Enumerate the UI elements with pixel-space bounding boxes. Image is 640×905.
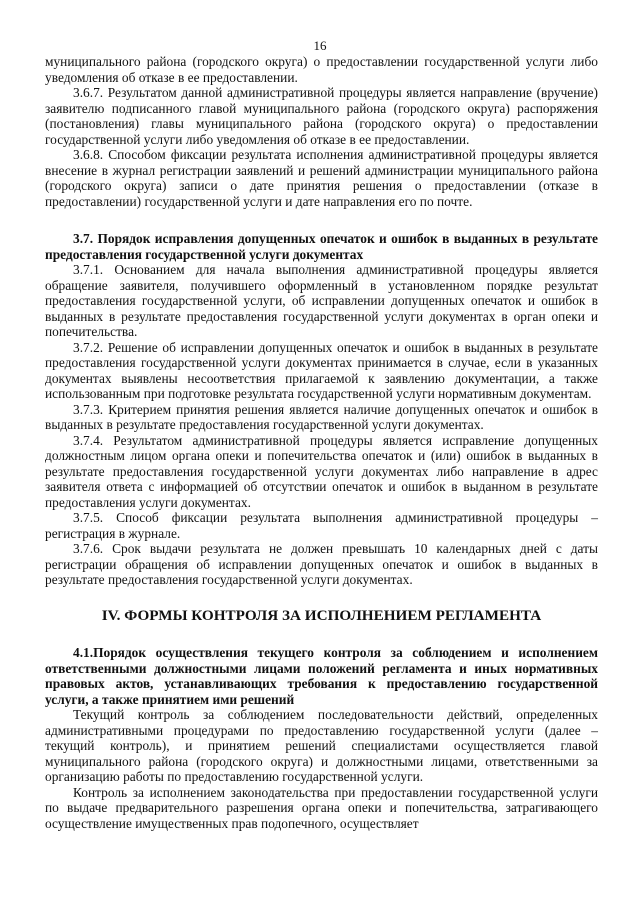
subsection-heading-4-1: 4.1.Порядок осуществления текущего контроля за соблюдением и исполнением ответственными должностными лицами положений регламента и иных нормативных правовых актов, устанавливающих требования к предоставлению государственной услуги, а также принятием ими решений bbox=[45, 645, 598, 707]
page-number: 16 bbox=[313, 38, 327, 53]
paragraph: 3.7.1. Основанием для начала выполнения административной процедуры является обращение заявителя, получившего оформленный в установленном порядке результат предоставления государственной услуги, об исправлении допущенных опечаток и ошибок в выданных в результате предоставления государственной услуги документах в орган опеки и попечительства. bbox=[45, 262, 598, 339]
paragraph: 3.7.2. Решение об исправлении допущенных опечаток и ошибок в выданных в результате предоставления государственной услуги документах принимается в случае, если в указанных документах выявлены несоответствия прилагаемой к заявлению документации, а также использованным при подготовке результата государственной услуги нормативным документам. bbox=[45, 339, 598, 401]
paragraph: Текущий контроль за соблюдением последовательности действий, определенных административными процедурами по предоставлению государственной услуги (далее – текущий контроль), и принятием решений специалистами осуществляется главой муниципального района (городского округа) и должностными лицами, ответственными за организацию работы по предоставлению государственной услуги. bbox=[45, 707, 598, 784]
paragraph: 3.7.3. Критерием принятия решения является наличие допущенных опечаток и ошибок в выданных в результате предоставления государственной услуги документах. bbox=[45, 401, 598, 432]
paragraph: Контроль за исполнением законодательства при предоставлении государственной услуги по выдаче предварительного разрешения органа опеки и попечительства, затрагивающего осуществление имущественных прав подопечного, осуществляет bbox=[45, 784, 598, 831]
section-heading-iv: IV. ФОРМЫ КОНТРОЛЯ ЗА ИСПОЛНЕНИЕМ РЕГЛАМЕНТА bbox=[101, 606, 542, 624]
paragraph: 3.6.8. Способом фиксации результата исполнения административной процедуры является внесение в журнал регистрации заявлений и решений администрации муниципального района (городского округа) записи о дате принятия решения о предоставлении (отказе в предоставлении) государственной услуги и дате направления его по почте. bbox=[45, 147, 598, 209]
text-column bbox=[45, 54, 598, 831]
paragraph: 3.7.4. Результатом административной процедуры является исправление допущенных должностным лицом органа опеки и попечительства опечаток и (или) ошибок в выданных в результате предоставления государственной услуги документах либо направление в адрес заявителя ответа с информацией об отсутствии опечаток и ошибок в выданном в результате предоставления услуги документах. bbox=[45, 432, 598, 510]
paragraph: 3.7.6. Срок выдачи результата не должен превышать 10 календарных дней с даты регистрации обращения об исправлении допущенных опечаток и ошибок в выданных в результате предоставления государственной услуги документах. bbox=[45, 541, 598, 587]
paragraph: муниципального района (городского округа) о предоставлении государственной услуги либо уведомления об отказе в ее предоставлении. bbox=[45, 54, 598, 85]
section-heading-3-7: 3.7. Порядок исправления допущенных опечаток и ошибок в выданных в результате предоставления государственной услуги документах bbox=[45, 231, 598, 262]
paragraph: 3.7.5. Способ фиксации результата выполнения административной процедуры – регистрация в журнале. bbox=[45, 510, 598, 541]
paragraph: 3.6.7. Результатом данной административной процедуры является направление (вручение) заявителю подписанного главой муниципального района (городского округа) распоряжения (постановления) главы муниципального района (городского округа) о предоставлении государственной услуги либо уведомления об отказе в ее предоставлении. bbox=[45, 85, 598, 147]
